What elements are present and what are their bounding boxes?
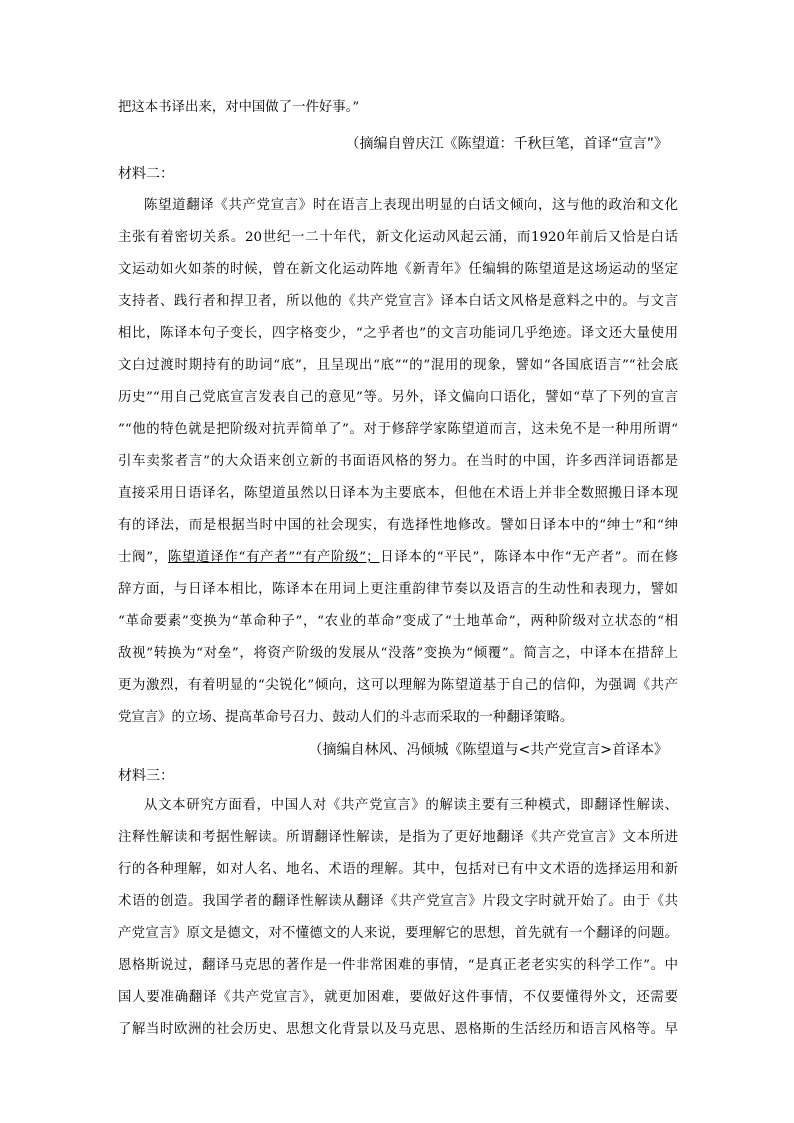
paragraph-line: 有的译法，而是根据当时中国的社会现实，有选择性地修改。譬如日译本中的“绅士”和“绅 [118, 518, 678, 533]
paragraph-line: 文白过渡时期持有的助词“底”，且呈现出“底”“的”混用的现象，譬如“各国底语言”“社会底 [118, 358, 678, 373]
paragraph-line: 党宣言》的立场、提高革命号召力、鼓动人们的斗志而采取的一种翻译策略。 [118, 710, 574, 725]
paragraph-line: ”“他的特色就是把阶级对抗弄简单了”。对于修辞学家陈望道而言，这未免不是一种用所谓“ [118, 422, 678, 437]
line-segment: 士阀”， [118, 550, 168, 565]
paragraph-line: 行的各种理解，如对人名、地名、术语的理解。其中，包括对已有中文术语的选择运用和新 [118, 862, 678, 877]
paragraph-line: 恩格斯说过，翻译马克思的著作是一件非常困难的事情，“是真正老老实实的科学工作”。中 [118, 958, 678, 973]
paragraph-line: 注释性解读和考据性解读。所谓翻译性解读，是指为了更好地翻译《共产党宣言》文本所进 [118, 830, 678, 845]
paragraph-line: 了解当时欧洲的社会历史、思想文化背景以及马克思、恩格斯的生活经历和语言风格等。早 [118, 1022, 678, 1037]
paragraph-line: 国人要准确翻译《共产党宣言》，就更加困难，要做好这件事情，不仅要懂得外文，还需要 [118, 990, 678, 1005]
paragraph-line: 辞方面，与日译本相比，陈译本在用词上更注重韵律节奏以及语言的生动性和表现力，譬如 [118, 582, 678, 597]
source-citation-1: （摘编自曾庆江《陈望道：千秋巨笔，首译“宣言”》 [345, 136, 668, 152]
underlined-phrase: 陈望道译作“有产者”“有产阶级”； [167, 550, 380, 565]
paragraph-line: 文运动如火如荼的时候，曾在新文化运动阵地《新青年》任编辑的陈望道是这场运动的坚定 [118, 262, 678, 277]
line-segment: 日译本的“平民”，陈译本中作“无产者”。而在修 [379, 550, 678, 565]
paragraph-line: 把这本书译出来，对中国做了一件好事。” [118, 100, 360, 115]
source-citation-2: （摘编自林风、冯倾城《陈望道与<共产党宣言>首译本》 [308, 742, 668, 758]
paragraph-line: 支持者、践行者和捍卫者，所以他的《共产党宣言》译本白话文风格是意料之中的。与文言 [118, 294, 678, 309]
paragraph-line: 主张有着密切关系。20世纪一二十年代，新文化运动风起云涌，而1920年前后又恰是白话 [118, 230, 678, 245]
paragraph-line: 历史”“用自己党底宣言发表自己的意见”等。另外，译文偏向口语化，譬如“草了下列的宣言 [118, 390, 678, 405]
paragraph-line: 引车卖浆者言”的大众语来创立新的书面语风格的努力。在当时的中国，许多西洋词语都是 [118, 454, 678, 469]
paragraph-line: 陈望道翻译《共产党宣言》时在语言上表现出明显的白话文倾向，这与他的政治和文化 [144, 198, 678, 213]
paragraph-line: “革命要素”变换为“革命种子”，“农业的革命”变成了“土地革命”，两种阶级对立状态的“相 [118, 614, 678, 629]
paragraph-line: 术语的创造。我国学者的翻译性解读从翻译《共产党宣言》片段文字时就开始了。由于《共 [118, 894, 678, 909]
section-heading-material-3: 材料三： [118, 768, 174, 784]
paragraph-line-with-underline [118, 548, 678, 568]
paragraph-line: 相比，陈译本句子变长，四字格变少，“之乎者也”的文言功能词几乎绝迹。译文还大量使用 [118, 326, 678, 341]
section-heading-material-2: 材料二： [118, 166, 174, 182]
paragraph-line: 更为激烈，有着明显的“尖锐化”倾向，这可以理解为陈望道基于自己的信仰，为强调《共产 [118, 678, 678, 693]
paragraph-line: 敌视”转换为“对垒”，将资产阶级的发展从“没落”变换为“倾覆”。简言之，中译本在措辞上 [118, 646, 678, 661]
paragraph-line: 直接采用日语译名，陈望道虽然以日译本为主要底本，但他在术语上并非全数照搬日译本现 [118, 486, 678, 501]
paragraph-line: 从文本研究方面看，中国人对《共产党宣言》的解读主要有三种模式，即翻译性解读、 [144, 798, 678, 813]
paragraph-line: 产党宣言》原文是德文，对不懂德文的人来说，要理解它的思想，首先就有一个翻译的问题。 [118, 926, 678, 941]
